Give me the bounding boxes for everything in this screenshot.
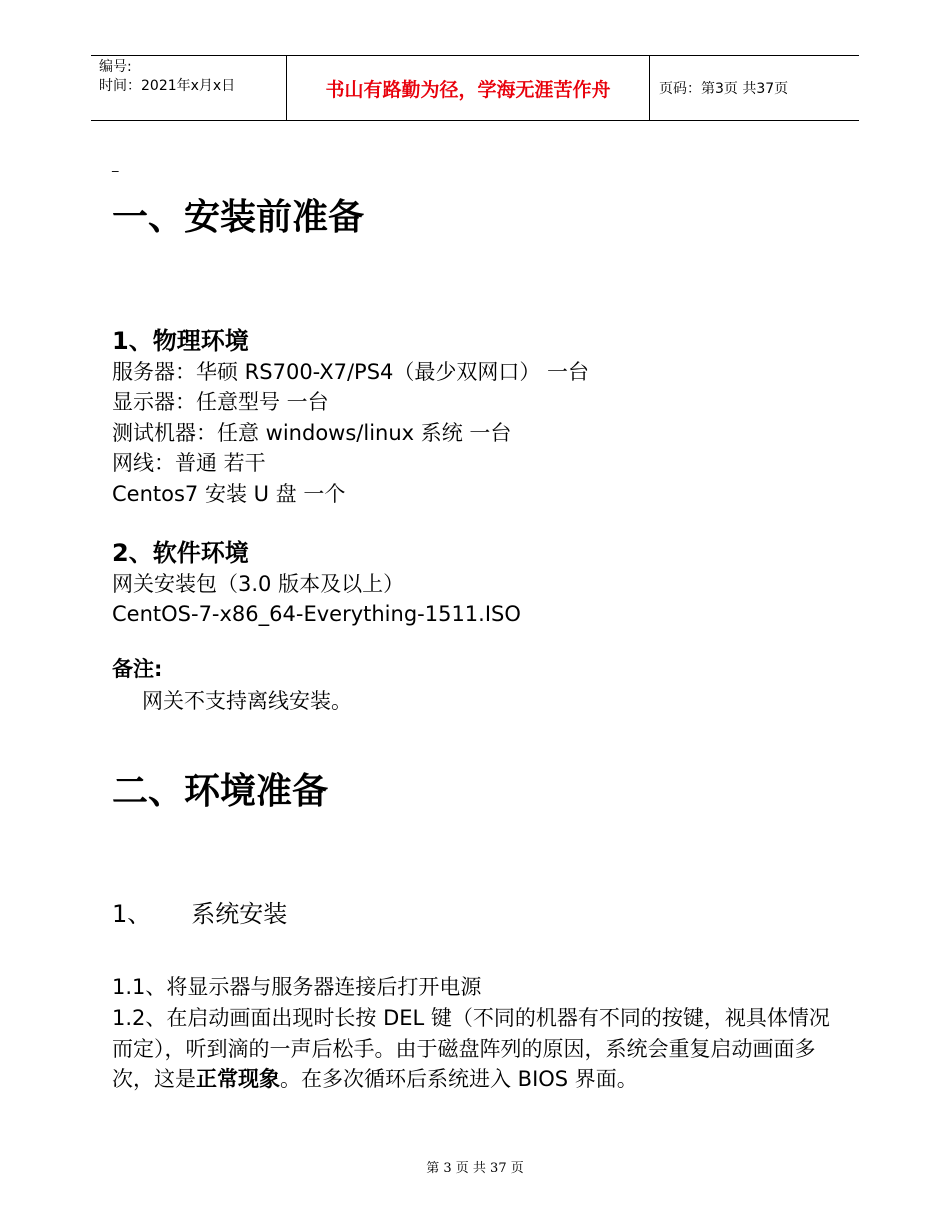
physical-line-test-machine: 测试机器：任意 windows/linux 系统 一台 bbox=[112, 421, 512, 445]
step-1-2-text: 1.2、在启动画面出现时长按 DEL 键（不同的机器有不同的按键，视具体情况而定），听到滴的一声后松手。由于磁盘阵列的原因，系统会重复启动画面多次，这是 bbox=[112, 1006, 830, 1091]
physical-line-monitor: 显示器：任意型号 一台 bbox=[112, 390, 329, 414]
page-footer: 第 3 页 共 37 页 bbox=[426, 1161, 524, 1176]
subsection-system-install-title: 系统安装 bbox=[191, 900, 288, 928]
section2-title: 二、环境准备 bbox=[112, 771, 329, 812]
page-header bbox=[91, 55, 859, 121]
header-page-info: 页码：第3页 共37页 bbox=[659, 81, 789, 97]
section1-title: 一、安装前准备 bbox=[112, 197, 365, 238]
physical-line-cable: 网线：普通 若干 bbox=[112, 451, 266, 475]
software-line-package: 网关安装包（3.0 版本及以上） bbox=[112, 572, 405, 596]
header-meta bbox=[91, 56, 287, 120]
number-label: 编号: bbox=[99, 59, 132, 75]
subsection-software-title: 2、软件环境 bbox=[112, 539, 249, 567]
step-1-2-bold: 正常现象 bbox=[196, 1067, 280, 1091]
physical-line-usb: Centos7 安装 U 盘 一个 bbox=[112, 482, 346, 506]
subsection-number: 1、 bbox=[112, 900, 152, 928]
physical-line-server: 服务器：华硕 RS700-X7/PS4（最少双网口） 一台 bbox=[112, 360, 590, 384]
software-line-iso: CentOS-7-x86_64-Everything-1511.ISO bbox=[112, 602, 521, 626]
note-text: 网关不支持离线安装。 bbox=[142, 689, 352, 713]
subsection-physical-title: 1、物理环境 bbox=[112, 327, 249, 355]
step-1-2-tail: 。在多次循环后系统进入 BIOS 界面。 bbox=[280, 1067, 638, 1091]
step-1-1: 1.1、将显示器与服务器连接后打开电源 bbox=[112, 975, 482, 999]
subsection-system-install bbox=[112, 899, 287, 929]
note-label: 备注: bbox=[112, 657, 163, 681]
header-motto: 书山有路勤为径，学海无涯苦作舟 bbox=[287, 56, 650, 120]
time-label: 时间：2021年x月x日 bbox=[99, 78, 236, 94]
step-1-2 bbox=[112, 1003, 842, 1095]
dash-mark: _ bbox=[112, 158, 119, 173]
